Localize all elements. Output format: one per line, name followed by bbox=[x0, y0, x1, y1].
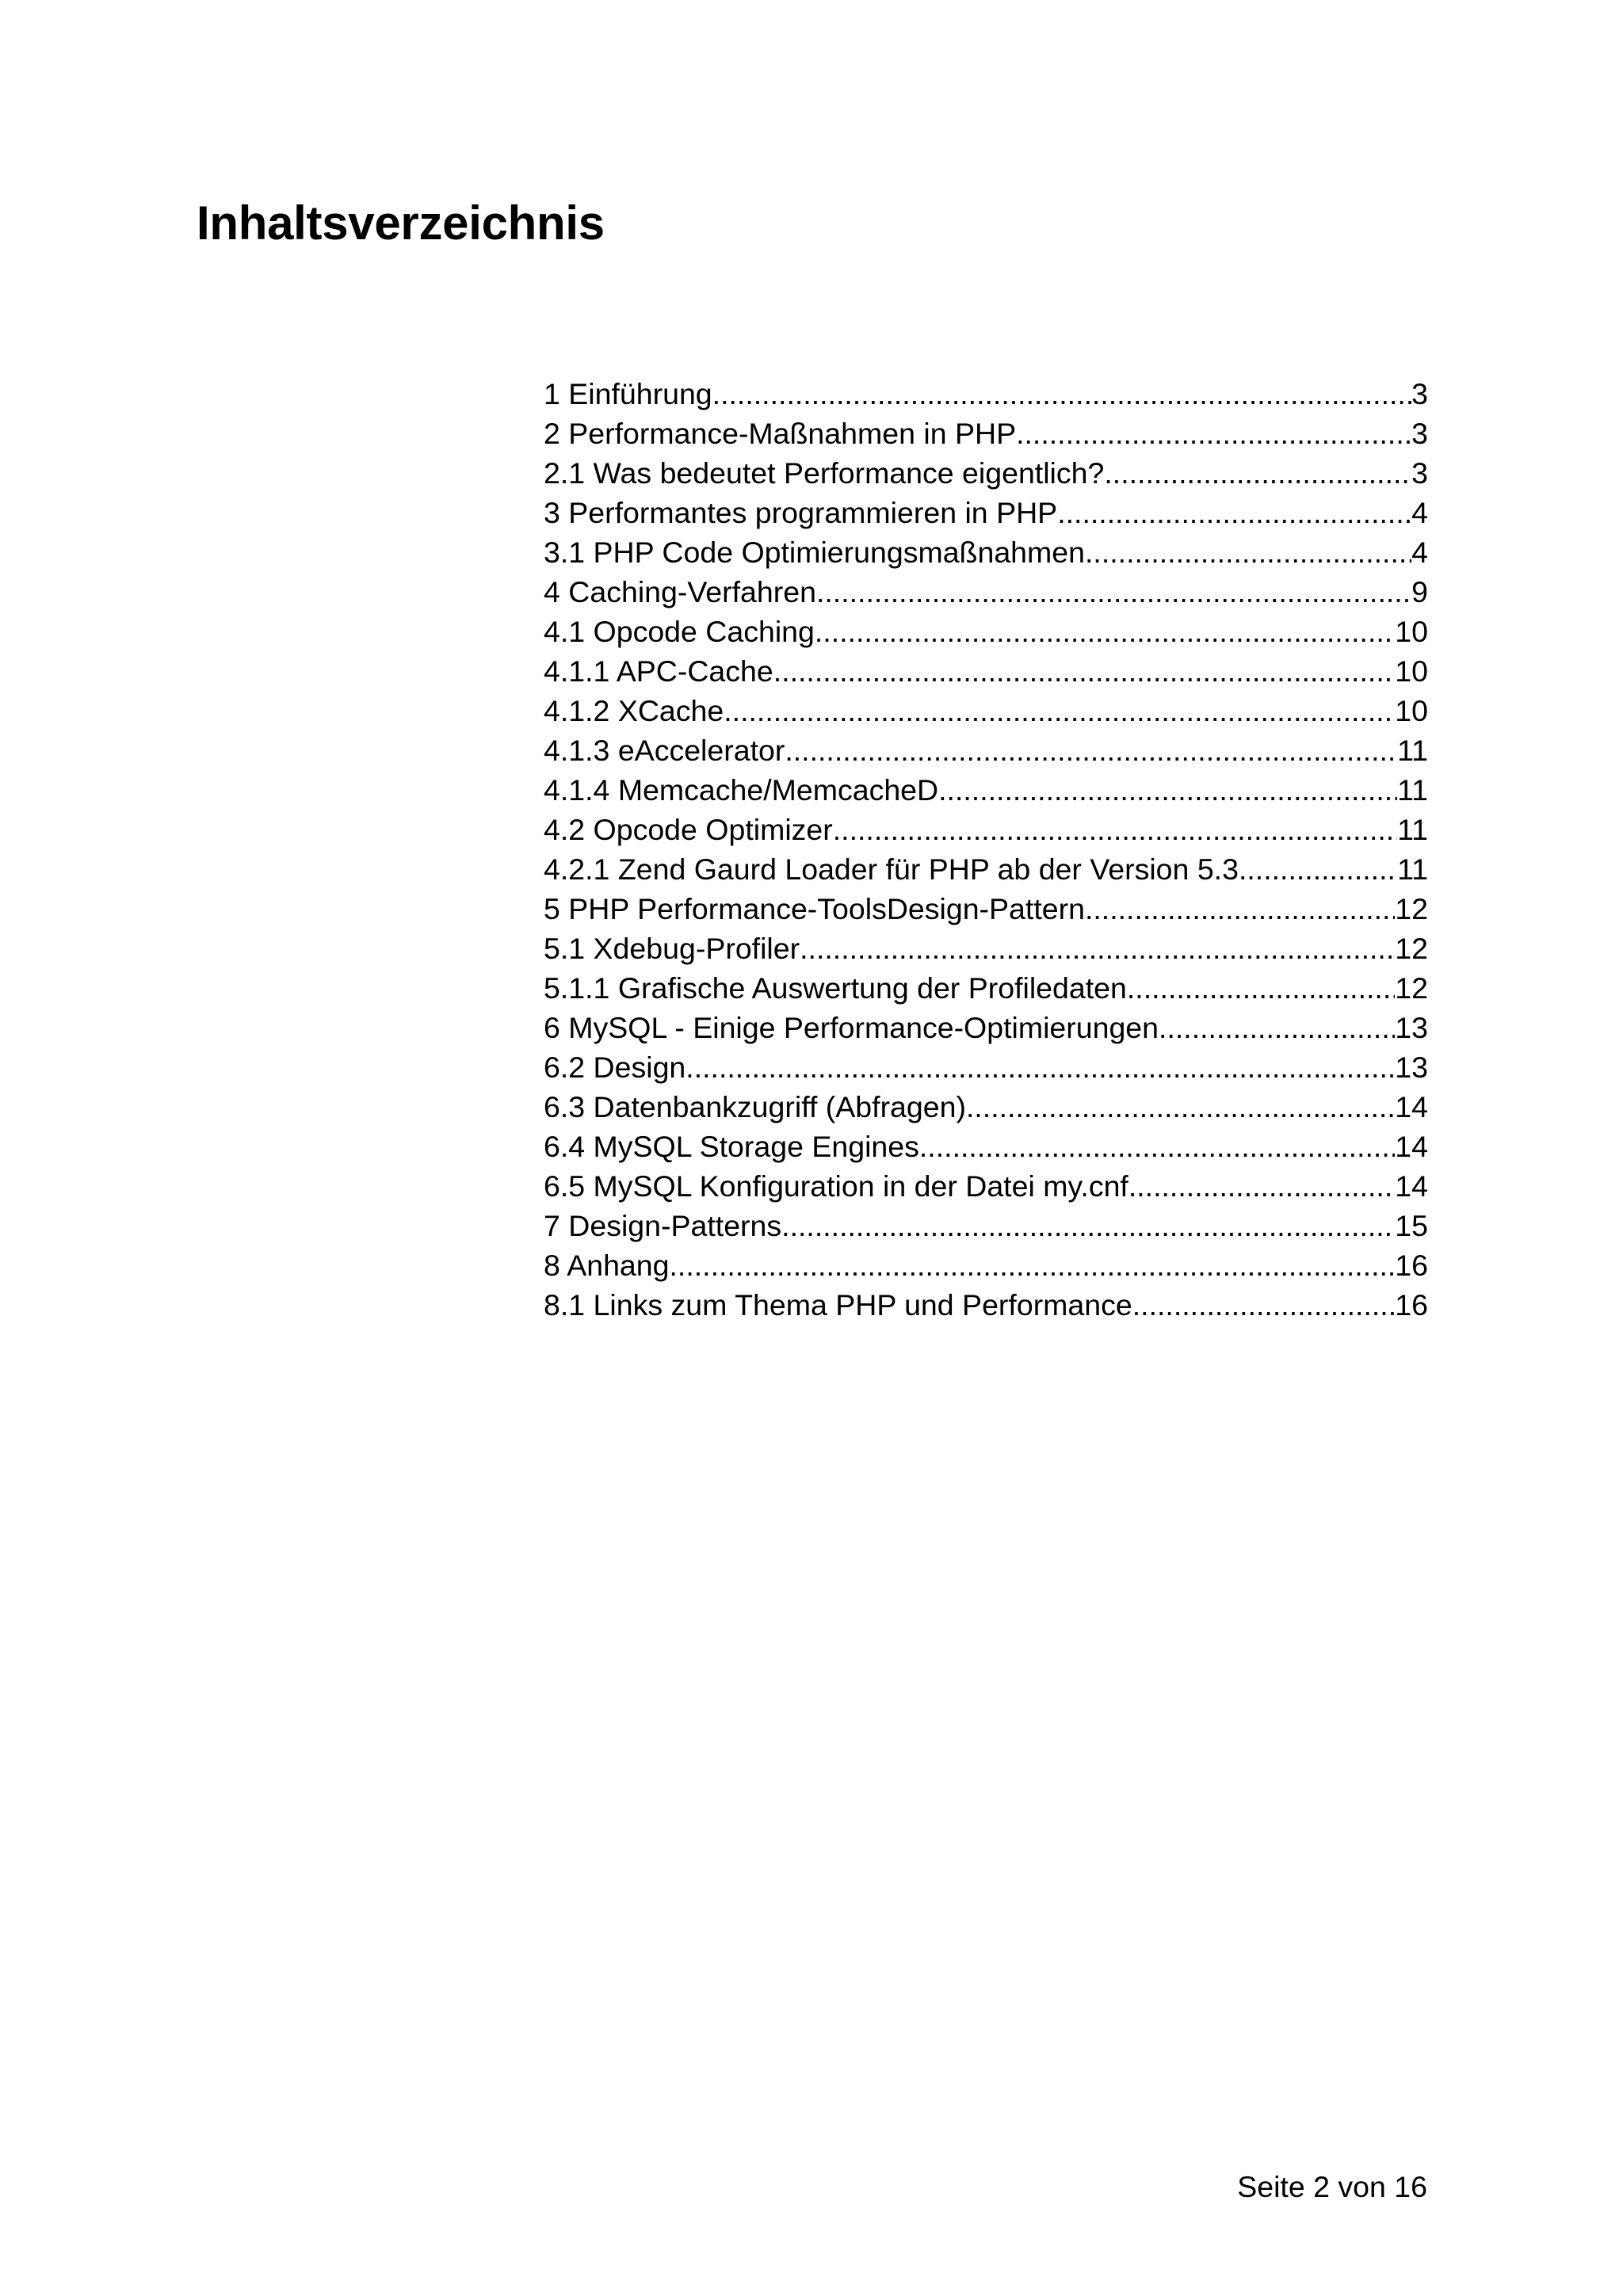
toc-entry-title: 3.1 PHP Code Optimierungsmaßnahmen bbox=[544, 536, 1085, 569]
toc-entry-title: 4.1.4 Memcache/MemcacheD bbox=[544, 773, 939, 807]
toc-entry-title: 5.1 Xdebug-Profiler bbox=[544, 932, 800, 965]
toc-entry[interactable] bbox=[544, 1087, 1428, 1127]
toc-entry-page-number: 10 bbox=[1395, 615, 1428, 648]
toc-dot-leader bbox=[1057, 493, 1411, 532]
toc-entry-title: 6 MySQL - Einige Performance-Optimierungen bbox=[544, 1011, 1159, 1044]
toc-dot-leader bbox=[816, 572, 1411, 612]
toc-dot-leader bbox=[724, 691, 1395, 730]
toc-dot-leader bbox=[1159, 1008, 1395, 1047]
toc-entry-title: 5.1.1 Grafische Auswertung der Profiledaten bbox=[544, 971, 1127, 1005]
toc-entry[interactable] bbox=[544, 612, 1428, 651]
toc-entry-page-number: 3 bbox=[1411, 417, 1428, 450]
toc-entry-page-number: 11 bbox=[1397, 813, 1428, 846]
toc-entry[interactable] bbox=[544, 532, 1428, 572]
toc-dot-leader bbox=[670, 1245, 1396, 1285]
toc-entry-title: 1 Einführung bbox=[544, 377, 712, 410]
toc-entry-page-number: 12 bbox=[1395, 971, 1428, 1005]
toc-entry[interactable] bbox=[544, 1047, 1428, 1087]
toc-dot-leader bbox=[785, 730, 1397, 770]
toc-entry-page-number: 10 bbox=[1395, 694, 1428, 727]
toc-entry[interactable] bbox=[544, 1285, 1428, 1325]
toc-entry-page-number: 11 bbox=[1397, 773, 1428, 807]
toc-dot-leader bbox=[1127, 968, 1395, 1008]
toc-entry-page-number: 16 bbox=[1395, 1288, 1428, 1322]
toc-entry[interactable] bbox=[544, 453, 1428, 493]
toc-dot-leader bbox=[815, 612, 1395, 651]
toc-dot-leader bbox=[712, 374, 1411, 414]
toc-entry[interactable] bbox=[544, 849, 1428, 889]
toc-entry-title: 6.5 MySQL Konfiguration in der Datei my.cnf bbox=[544, 1169, 1128, 1203]
toc-entry[interactable] bbox=[544, 770, 1428, 810]
toc-dot-leader bbox=[1016, 414, 1411, 453]
toc-entry-page-number: 9 bbox=[1411, 575, 1428, 608]
toc-entry-page-number: 3 bbox=[1411, 456, 1428, 490]
toc-entry[interactable] bbox=[544, 1166, 1428, 1206]
toc-entry-page-number: 13 bbox=[1395, 1011, 1428, 1044]
toc-entry-title: 6.4 MySQL Storage Engines bbox=[544, 1130, 919, 1163]
toc-entry-title: 8 Anhang bbox=[544, 1249, 670, 1282]
toc-entry-page-number: 16 bbox=[1395, 1249, 1428, 1282]
toc-entry-title: 6.3 Datenbankzugriff (Abfragen) bbox=[544, 1090, 966, 1123]
toc-entry-title: 7 Design-Patterns bbox=[544, 1209, 782, 1242]
toc-entry[interactable] bbox=[544, 968, 1428, 1008]
toc-entry-title: 4 Caching-Verfahren bbox=[544, 575, 816, 608]
toc-entry-page-number: 4 bbox=[1411, 496, 1428, 529]
toc-entry-page-number: 3 bbox=[1411, 377, 1428, 410]
toc-entry-title: 5 PHP Performance-ToolsDesign-Pattern bbox=[544, 892, 1085, 925]
toc-dot-leader bbox=[919, 1127, 1395, 1166]
toc-entry-page-number: 12 bbox=[1395, 892, 1428, 925]
toc-entry-page-number: 14 bbox=[1395, 1090, 1428, 1123]
toc-entry[interactable] bbox=[544, 374, 1428, 414]
toc-entry-page-number: 12 bbox=[1395, 932, 1428, 965]
toc-entry[interactable] bbox=[544, 691, 1428, 730]
toc-dot-leader bbox=[1132, 1285, 1396, 1325]
toc-entry[interactable] bbox=[544, 1127, 1428, 1166]
toc-entry-title: 2 Performance-Maßnahmen in PHP bbox=[544, 417, 1017, 450]
toc-dot-leader bbox=[685, 1047, 1395, 1087]
toc-entry-page-number: 14 bbox=[1395, 1169, 1428, 1203]
toc-dot-leader bbox=[1085, 532, 1411, 572]
toc-entry-title: 4.2.1 Zend Gaurd Loader für PHP ab der Version 5.3 bbox=[544, 852, 1239, 886]
toc-entry[interactable] bbox=[544, 1008, 1428, 1047]
toc-dot-leader bbox=[966, 1087, 1395, 1127]
toc-entry[interactable] bbox=[544, 810, 1428, 849]
toc-dot-leader bbox=[1239, 849, 1397, 889]
toc-entry-page-number: 10 bbox=[1395, 654, 1428, 688]
toc-entry-page-number: 11 bbox=[1397, 852, 1428, 886]
toc-entry-title: 4.1 Opcode Caching bbox=[544, 615, 815, 648]
toc-entry[interactable] bbox=[544, 572, 1428, 612]
toc-entry-page-number: 13 bbox=[1395, 1051, 1428, 1084]
toc-dot-leader bbox=[1128, 1166, 1395, 1206]
toc-entry-title: 4.1.2 XCache bbox=[544, 694, 724, 727]
toc-entry[interactable] bbox=[544, 730, 1428, 770]
toc-entry-title: 8.1 Links zum Thema PHP und Performance bbox=[544, 1288, 1132, 1322]
toc-entry[interactable] bbox=[544, 651, 1428, 691]
toc-entry-page-number: 4 bbox=[1411, 536, 1428, 569]
toc-entry-title: 4.2 Opcode Optimizer bbox=[544, 813, 833, 846]
toc-entry-page-number: 11 bbox=[1397, 734, 1428, 767]
toc-dot-leader bbox=[773, 651, 1396, 691]
table-of-contents bbox=[544, 374, 1428, 1325]
toc-entry[interactable] bbox=[544, 889, 1428, 929]
toc-entry[interactable] bbox=[544, 493, 1428, 532]
toc-dot-leader bbox=[1104, 453, 1411, 493]
toc-dot-leader bbox=[800, 929, 1395, 968]
toc-entry[interactable] bbox=[544, 1245, 1428, 1285]
toc-dot-leader bbox=[938, 770, 1397, 810]
toc-entry[interactable] bbox=[544, 414, 1428, 453]
toc-entry-title: 4.1.1 APC-Cache bbox=[544, 654, 773, 688]
toc-dot-leader bbox=[1085, 889, 1395, 929]
toc-entry-title: 4.1.3 eAccelerator bbox=[544, 734, 785, 767]
toc-entry-title: 3 Performantes programmieren in PHP bbox=[544, 496, 1058, 529]
toc-entry-title: 6.2 Design bbox=[544, 1051, 686, 1084]
page-number-footer: Seite 2 von 16 bbox=[1237, 2170, 1427, 2203]
toc-entry-page-number: 14 bbox=[1395, 1130, 1428, 1163]
toc-entry[interactable] bbox=[544, 929, 1428, 968]
toc-entry-page-number: 15 bbox=[1395, 1209, 1428, 1242]
page-title: Inhaltsverzeichnis bbox=[197, 196, 605, 250]
toc-dot-leader bbox=[833, 810, 1397, 849]
toc-dot-leader bbox=[781, 1206, 1395, 1245]
toc-entry[interactable] bbox=[544, 1206, 1428, 1245]
toc-entry-title: 2.1 Was bedeutet Performance eigentlich? bbox=[544, 456, 1105, 490]
